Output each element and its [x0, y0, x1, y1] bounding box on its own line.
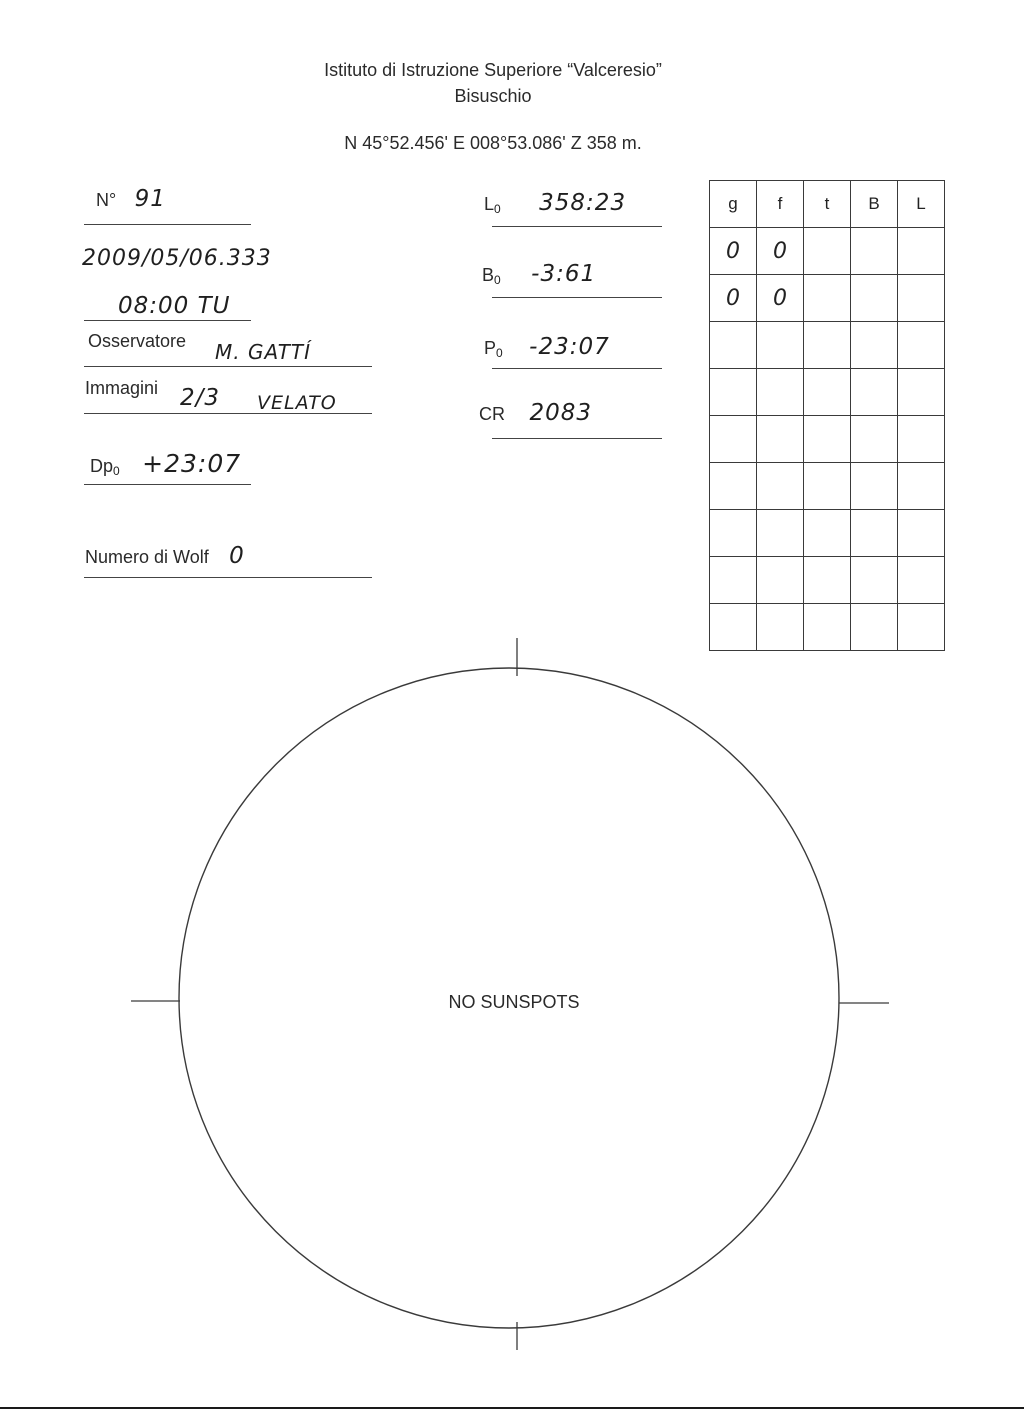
column-header-b: B: [851, 181, 898, 228]
observer-value: M. GATTÍ: [215, 340, 312, 364]
cr-value: 2083: [529, 400, 592, 426]
b0-subscript: 0: [494, 273, 501, 287]
table-cell: 0: [710, 275, 757, 322]
column-header-g: g: [710, 181, 757, 228]
date-value: 2009/05/06.333: [82, 246, 272, 271]
column-header-l: L: [898, 181, 945, 228]
column-header-f: f: [757, 181, 804, 228]
dp0-subscript: 0: [113, 464, 120, 478]
no-sunspots-note: NO SUNSPOTS: [448, 992, 580, 1012]
table-cell: 0: [710, 228, 757, 275]
p0-value: -23:07: [529, 334, 610, 360]
l0-subscript: 0: [494, 202, 501, 216]
site-coordinates: N 45°52.456' E 008°53.086' Z 358 m.: [344, 133, 642, 153]
table-cell: 0: [757, 228, 804, 275]
number-label: N°: [96, 190, 117, 210]
wolf-value: 0: [229, 543, 245, 569]
images-value: 2/3: [180, 385, 221, 411]
institute-name: Istituto di Istruzione Superiore “Valceresio”: [324, 60, 662, 80]
p0-subscript: 0: [496, 346, 503, 360]
dp0-value: +23:07: [142, 449, 242, 478]
p0-label: P: [484, 338, 497, 358]
table-cell: 0: [757, 275, 804, 322]
dp0-label: Dp: [90, 456, 114, 476]
cr-label: CR: [479, 404, 505, 424]
b0-label: B: [482, 265, 495, 285]
time-value: 08:00 TU: [118, 293, 231, 319]
l0-label: L: [484, 194, 495, 214]
wolf-label: Numero di Wolf: [85, 547, 209, 567]
observer-label: Osservatore: [88, 331, 187, 351]
column-header-t: t: [804, 181, 851, 228]
images-note: VELATO: [257, 392, 337, 414]
number-value: 91: [134, 186, 166, 212]
b0-value: -3:61: [531, 261, 597, 287]
town-name: Bisuschio: [454, 86, 532, 106]
images-label: Immagini: [85, 378, 159, 398]
l0-value: 358:23: [539, 190, 627, 216]
